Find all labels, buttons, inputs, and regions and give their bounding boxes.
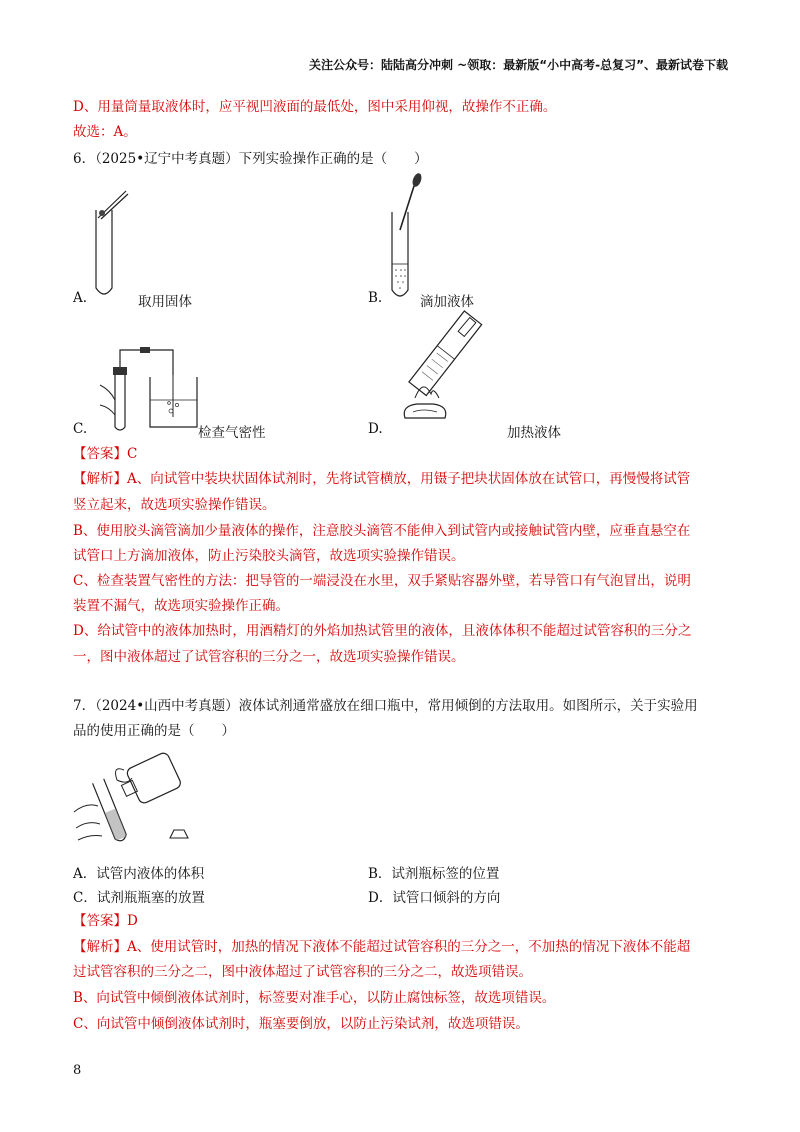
q6-analysis-line-6: 装置不漏气，故选项实验操作正确。	[73, 598, 289, 614]
q7-option-a: A．试管内液体的体积	[73, 866, 205, 882]
heating-liquid-figure	[393, 318, 508, 433]
q6-option-c-caption: 检查气密性	[198, 425, 266, 441]
q7-option-b: B．试剂瓶标签的位置	[368, 866, 500, 882]
q7-stem-line-2: 品的使用正确的是（ ）	[73, 723, 235, 739]
q6-option-d-caption: 加热液体	[507, 425, 561, 441]
pouring-liquid-figure	[72, 750, 197, 850]
q7-analysis-line-3: B、向试管中倾倒液体试剂时，标签要对准手心，以防止腐蚀标签，故选项错误。	[73, 990, 556, 1006]
q6-option-c-letter: C.	[73, 421, 88, 437]
q6-stem: 6．（2025•辽宁中考真题）下列实验操作正确的是（ ）	[73, 151, 428, 167]
q6-answer: 【答案】C	[73, 446, 138, 462]
q6-option-a-caption: 取用固体	[138, 294, 192, 310]
page-header: 关注公众号：陆陆高分冲刺 ~领取：最新版“小中高考-总复习”、最新试卷下载	[309, 58, 728, 72]
q6-analysis-line-5: C、检查装置气密性的方法：把导管的一端浸没在水里，双手紧贴容器外壁，若导管口有气泡冒出，说明	[73, 573, 691, 589]
q6-analysis-line-4: 试管口上方滴加液体，防止污染胶头滴管，故选项实验操作错误。	[73, 548, 465, 564]
q6-analysis-line-3: B、使用胶头滴管滴加少量液体的操作，注意胶头滴管不能伸入到试管内或接触试管内壁，应垂直悬空在	[73, 523, 691, 539]
q7-stem-line-1: 7．（2024•山西中考真题）液体试剂通常盛放在细口瓶中，常用倾倒的方法取用。如图所示，关于实验用	[73, 698, 698, 714]
q6-analysis-line-1: 【解析】A、向试管中装块状固体试剂时，先将试管横放，用镊子把块状固体放在试管口，再慢慢将试管	[73, 471, 691, 487]
q6-analysis-line-2: 竖立起来，故选项实验操作错误。	[73, 497, 276, 513]
q6-option-b-letter: B.	[368, 290, 383, 306]
q7-option-d: D．试管口倾斜的方向	[368, 890, 501, 906]
prev-choice: 故选：A。	[73, 124, 137, 140]
test-tube-solid-figure	[92, 188, 132, 303]
q7-option-c: C．试剂瓶瓶塞的放置	[73, 890, 205, 906]
q6-option-a-letter: A.	[73, 290, 88, 306]
page-number: 8	[73, 1063, 82, 1078]
q7-analysis-line-4: C、向试管中倾倒液体试剂时，瓶塞要倒放，以防止污染试剂，故选项错误。	[73, 1016, 529, 1032]
airtightness-check-figure	[95, 345, 200, 435]
q6-analysis-line-8: 一，图中液体超过了试管容积的三分之一，故选项实验操作错误。	[73, 649, 465, 665]
q7-answer: 【答案】D	[73, 913, 138, 929]
dropper-tube-figure	[390, 172, 435, 307]
prev-analysis-d: D、用量筒量取液体时，应平视凹液面的最低处，图中采用仰视，故操作不正确。	[73, 99, 557, 115]
q6-option-d-letter: D.	[368, 421, 383, 437]
q7-analysis-line-1: 【解析】A、使用试管时，加热的情况下液体不能超过试管容积的三分之一，不加热的情况下液体不能超	[73, 939, 691, 955]
q7-analysis-line-2: 过试管容积的三分之二，图中液体超过了试管容积的三分之二，故选项错误。	[73, 964, 532, 980]
q6-option-b-caption: 滴加液体	[420, 294, 474, 310]
q6-analysis-line-7: D、给试管中的液体加热时，用酒精灯的外焰加热试管里的液体，且液体体积不能超过试管容积的三分之	[73, 623, 692, 639]
